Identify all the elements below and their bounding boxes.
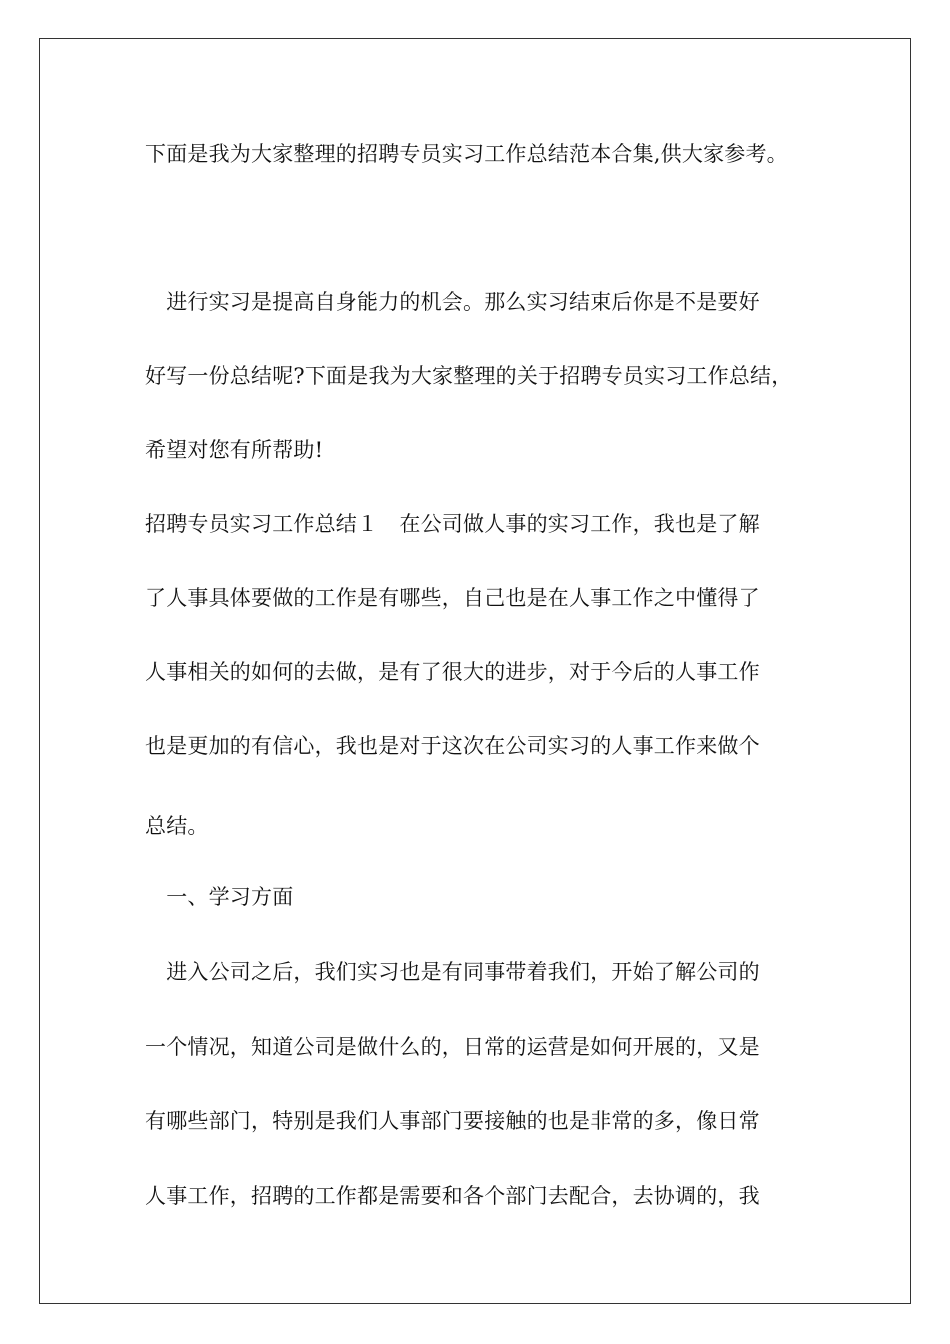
paragraph-line: 一个情况，知道公司是做什么的，日常的运营是如何开展的，又是 — [145, 1035, 760, 1059]
paragraph-line: 有哪些部门，特别是我们人事部门要接触的也是非常的多，像日常 — [145, 1109, 760, 1133]
paragraph-line: 进入公司之后，我们实习也是有同事带着我们，开始了解公司的 — [145, 960, 760, 984]
paragraph-line: 好写一份总结呢?下面是我为大家整理的关于招聘专员实习工作总结， — [145, 364, 793, 388]
paragraph-line: 了人事具体要做的工作是有哪些，自己也是在人事工作之中懂得了 — [145, 586, 760, 610]
paragraph-line: 进行实习是提高自身能力的机会。那么实习结束后你是不是要好 — [145, 290, 760, 314]
paragraph-line: 总结。 — [145, 814, 209, 838]
intro-line: 下面是我为大家整理的招聘专员实习工作总结范本合集,供大家参考。 — [145, 142, 788, 166]
paragraph-line: 人事工作，招聘的工作都是需要和各个部门去配合，去协调的，我 — [145, 1184, 760, 1208]
subheading-line: 一、学习方面 — [145, 885, 294, 909]
paragraph-line: 也是更加的有信心，我也是对于这次在公司实习的人事工作来做个 — [145, 734, 760, 758]
paragraph-line: 希望对您有所帮助! — [145, 438, 324, 462]
section-title-line: 招聘专员实习工作总结１ 在公司做人事的实习工作，我也是了解 — [145, 512, 760, 536]
paragraph-line: 人事相关的如何的去做，是有了很大的进步，对于今后的人事工作 — [145, 660, 760, 684]
